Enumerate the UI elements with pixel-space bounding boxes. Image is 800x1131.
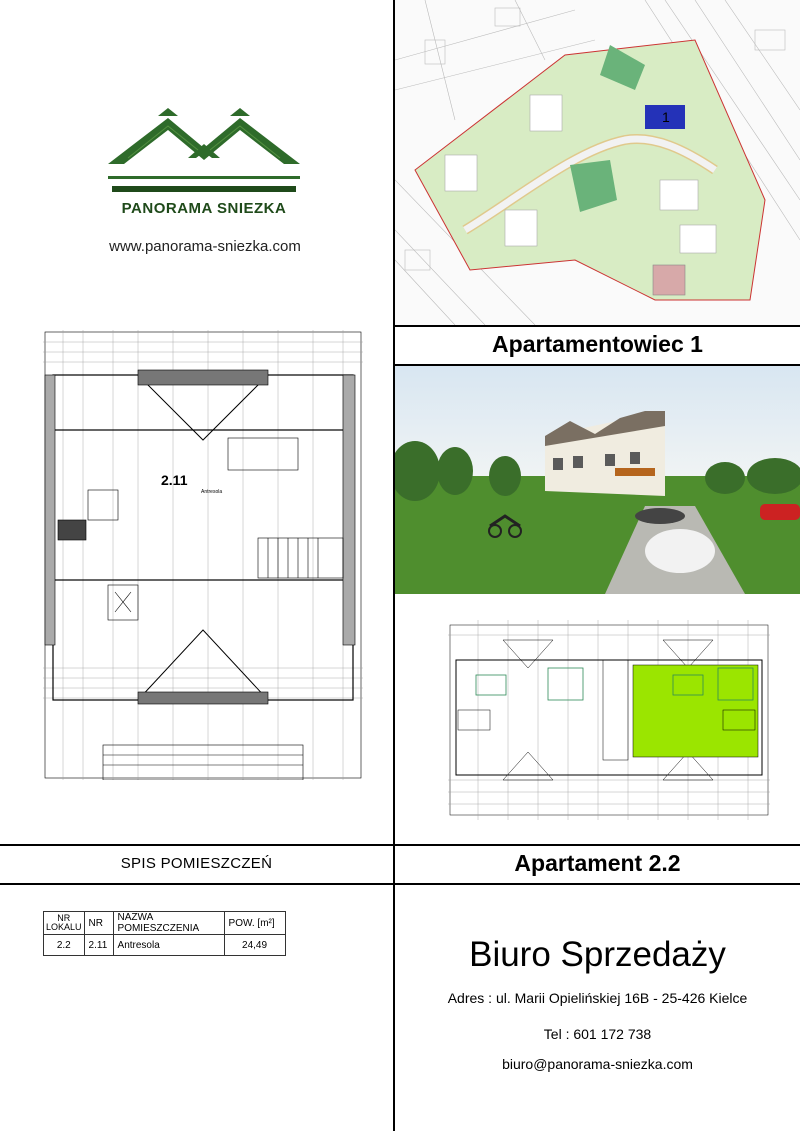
- building-heading: Apartamentowiec 1: [492, 331, 703, 357]
- floor-plan: [43, 330, 363, 780]
- rooms-table-header: [44, 912, 286, 935]
- col-nr-lokalu: NR LOKALU: [44, 912, 85, 935]
- apartment-heading: Apartament 2.2: [514, 850, 681, 876]
- cell-area: 24,49: [224, 935, 285, 956]
- cell-lokal: 2.2: [44, 935, 85, 956]
- col-area: POW. [m²]: [224, 912, 285, 935]
- cell-name: Antresola: [113, 935, 224, 956]
- apartment-highlight: [633, 665, 758, 757]
- mountains-logo-icon: [98, 68, 310, 208]
- office-address: Adres : ul. Marii Opielińskiej 16B - 25-426 Kielce: [447, 990, 748, 1006]
- building-rendering: [395, 366, 800, 594]
- divider-spis-top: [0, 844, 800, 846]
- col-nr: NR: [84, 912, 113, 935]
- site-plan: [395, 0, 800, 325]
- logo-name: PANORAMA SNIEZKA: [121, 200, 287, 217]
- website-link[interactable]: www.panorama-sniezka.com: [109, 238, 301, 255]
- divider-spis-bottom: [0, 883, 800, 885]
- office-phone[interactable]: Tel : 601 172 738: [543, 1026, 652, 1042]
- spis-title: SPIS POMIESZCZEŃ: [120, 855, 273, 872]
- floor-plan-overview: [448, 620, 770, 820]
- building-number: 1: [662, 109, 670, 125]
- office-title: Biuro Sprzedaży: [469, 935, 726, 974]
- divider-building-top: [395, 325, 800, 327]
- col-name: NAZWA POMIESZCZENIA: [113, 912, 224, 935]
- room-name-label: Antresola: [201, 489, 223, 495]
- logo: [98, 68, 310, 262]
- rooms-table: [43, 911, 286, 956]
- room-number-label: 2.11: [161, 472, 188, 488]
- cell-nr: 2.11: [84, 935, 113, 956]
- office-email[interactable]: biuro@panorama-sniezka.com: [502, 1056, 693, 1072]
- table-row: [44, 935, 286, 956]
